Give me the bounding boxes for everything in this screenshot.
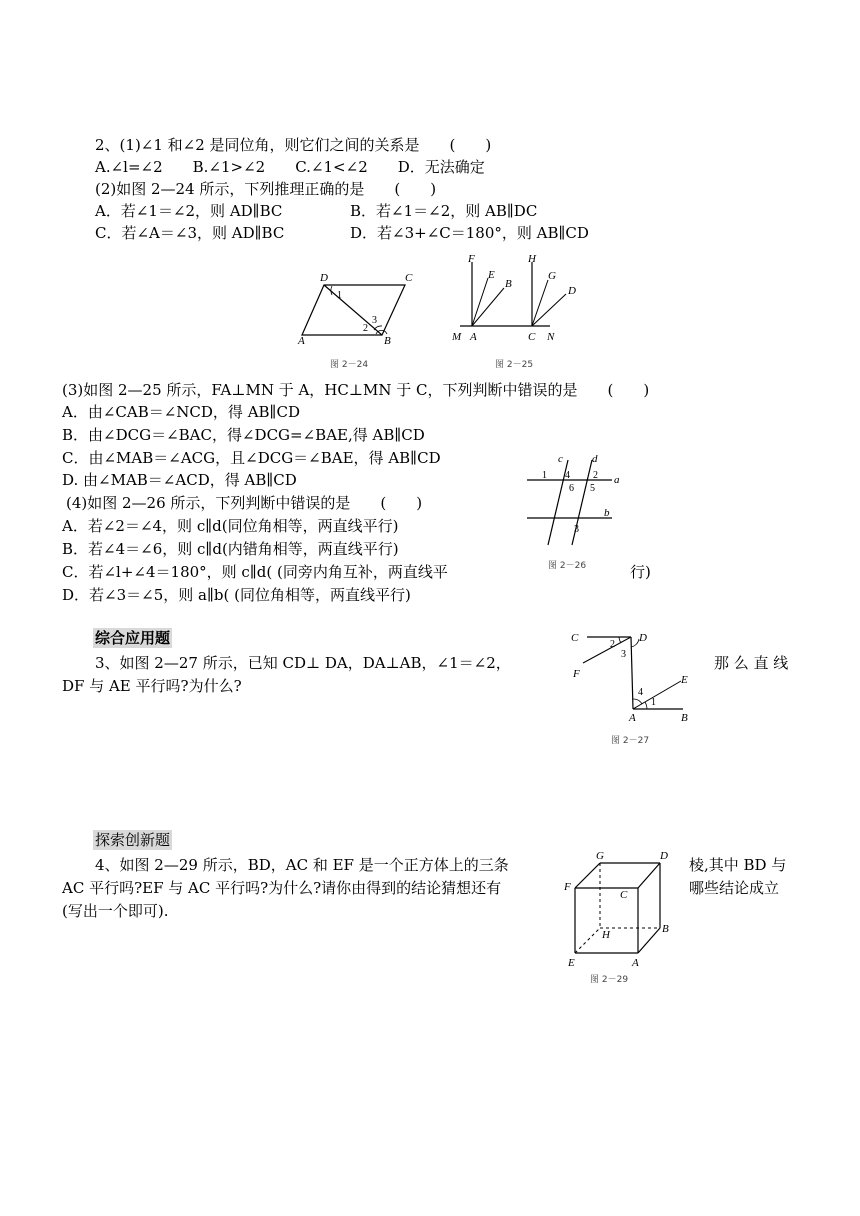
q2-part3-stem: (3)如图 2—25 所示，FA⊥MN 于 A，HC⊥MN 于 C，下列判断中错误的是 ( ) bbox=[62, 381, 650, 399]
q2-part4-option-c-tail: 行) bbox=[630, 563, 651, 581]
fig27-label-c: C bbox=[571, 632, 579, 644]
q2-part2-option-c: C．若∠A＝∠3，则 AD∥BC bbox=[95, 224, 285, 242]
q4-stem-line3: (写出一个即可). bbox=[62, 902, 169, 920]
fig25-label-f: F bbox=[468, 253, 475, 265]
figure-2-24 bbox=[290, 262, 420, 372]
fig27-label-e: E bbox=[681, 674, 688, 686]
q2-stem: 2、(1)∠1 和∠2 是同位角，则它们之间的关系是 ( ) bbox=[95, 136, 492, 154]
q4-stem-part2-tail: 哪些结论成立 bbox=[689, 879, 780, 897]
fig24-angle-3: 3 bbox=[372, 315, 377, 326]
fig24-label-a: A bbox=[298, 335, 305, 347]
q2-part4-option-c: C．若∠l+∠4＝180°，则 c∥d( (同旁内角互补，两直线平 bbox=[62, 563, 448, 581]
fig27-angle-3: 3 bbox=[621, 649, 626, 660]
fig27-angle-2: 2 bbox=[610, 639, 615, 650]
fig29-label-c: C bbox=[620, 889, 628, 901]
figure-2-27 bbox=[565, 625, 705, 750]
q3-stem-part2: 那 么 直 线 bbox=[714, 654, 789, 672]
fig25-caption: 图 2－25 bbox=[495, 360, 534, 370]
fig25-label-d: D bbox=[568, 285, 576, 297]
fig27-label-d: D bbox=[639, 632, 647, 644]
fig27-caption: 图 2－27 bbox=[611, 736, 650, 746]
fig24-angle-2: 2 bbox=[363, 323, 368, 334]
fig25-label-c: C bbox=[528, 331, 536, 343]
fig24-caption: 图 2－24 bbox=[330, 360, 369, 370]
fig26-angle-6: 6 bbox=[569, 483, 574, 494]
fig26-angle-5: 5 bbox=[590, 483, 595, 494]
fig24-label-b: B bbox=[384, 335, 391, 347]
fig25-label-b: B bbox=[505, 278, 512, 290]
q2-part2-option-a: A．若∠1＝∠2，则 AD∥BC bbox=[95, 202, 283, 220]
q2-part3-option-d: D. 由∠MAB＝∠ACD，得 AB∥CD bbox=[62, 471, 297, 489]
fig29-label-g: G bbox=[596, 850, 604, 862]
fig29-label-d: D bbox=[660, 850, 668, 862]
section-heading-comprehensive: 综合应用题 bbox=[95, 629, 171, 647]
fig26-caption: 图 2－26 bbox=[548, 561, 587, 571]
q2-part2-option-d: D．若∠3+∠C＝180°，则 AB∥CD bbox=[350, 224, 589, 242]
fig29-label-e: E bbox=[568, 957, 575, 969]
fig25-label-e: E bbox=[488, 269, 495, 281]
figure-2-25 bbox=[450, 252, 585, 372]
fig29-label-b: B bbox=[662, 923, 669, 935]
fig24-label-d: D bbox=[320, 272, 328, 284]
q4-stem-part2: AC 平行吗?EF 与 AC 平行吗?为什么?请你由得到的结论猜想还有 bbox=[62, 879, 502, 897]
q2-part3-option-c: C．由∠MAB＝∠ACG，且∠DCG＝∠BAE，得 AB∥CD bbox=[62, 449, 441, 467]
fig26-angle-3: 3 bbox=[574, 524, 579, 535]
q2-part2-option-b: B．若∠1＝∠2，则 AB∥DC bbox=[350, 202, 538, 220]
q2-part2-stem: (2)如图 2—24 所示，下列推理正确的是 ( ) bbox=[95, 180, 437, 198]
q2-part3-option-a: A．由∠CAB＝∠NCD，得 AB∥CD bbox=[62, 403, 300, 421]
q2-part4-stem: (4)如图 2—26 所示，下列判断中错误的是 ( ) bbox=[66, 494, 423, 512]
fig27-label-f: F bbox=[573, 668, 580, 680]
q3-stem-part1: 3、如图 2—27 所示，已知 CD⊥ DA，DA⊥AB，∠1＝∠2， bbox=[95, 654, 511, 672]
fig29-caption: 图 2－29 bbox=[590, 975, 629, 985]
fig27-label-a: A bbox=[629, 712, 636, 724]
fig26-label-d: d bbox=[592, 453, 598, 465]
q2-part4-option-a: A．若∠2＝∠4，则 c∥d(同位角相等，两直线平行) bbox=[62, 517, 399, 535]
fig27-label-b: B bbox=[681, 712, 688, 724]
q2-part3-option-b: B．由∠DCG＝∠BAC，得∠DCG=∠BAE,得 AB∥CD bbox=[62, 426, 425, 444]
q4-stem-part1: 4、如图 2—29 所示，BD，AC 和 EF 是一个正方体上的三条 bbox=[95, 856, 509, 874]
figure-2-26 bbox=[520, 450, 620, 575]
fig25-label-g: G bbox=[548, 270, 556, 282]
fig24-angle-1: 1 bbox=[337, 290, 342, 301]
q4-stem-part1-tail: 棱,其中 BD 与 bbox=[689, 856, 787, 874]
fig27-angle-1: 1 bbox=[651, 697, 656, 708]
fig24-label-c: C bbox=[405, 272, 413, 284]
section-heading-explore: 探索创新题 bbox=[95, 831, 171, 849]
fig26-label-a: a bbox=[614, 474, 620, 486]
fig25-label-n: N bbox=[547, 331, 555, 343]
fig29-label-h: H bbox=[602, 929, 610, 941]
fig29-label-a: A bbox=[632, 957, 639, 969]
q2-part1-options: A.∠l=∠2 B.∠1>∠2 C.∠1<∠2 D．无法确定 bbox=[95, 158, 485, 176]
figure-2-29 bbox=[560, 848, 695, 988]
fig26-label-c: c bbox=[558, 453, 563, 465]
q2-part4-option-d: D．若∠3＝∠5，则 a∥b( (同位角相等，两直线平行) bbox=[62, 586, 411, 604]
fig26-label-b: b bbox=[604, 507, 610, 519]
fig26-angle-4: 4 bbox=[565, 470, 570, 481]
fig29-label-f: F bbox=[564, 881, 571, 893]
fig25-label-h: H bbox=[528, 253, 536, 265]
fig27-angle-4: 4 bbox=[638, 687, 643, 698]
q3-stem-line2: DF 与 AE 平行吗?为什么? bbox=[62, 677, 242, 695]
fig25-label-a: A bbox=[470, 331, 477, 343]
fig26-angle-1: 1 bbox=[542, 470, 547, 481]
fig25-label-m: M bbox=[452, 331, 462, 343]
q2-part4-option-b: B．若∠4＝∠6，则 c∥d(内错角相等，两直线平行) bbox=[62, 540, 399, 558]
fig26-angle-2: 2 bbox=[593, 470, 598, 481]
